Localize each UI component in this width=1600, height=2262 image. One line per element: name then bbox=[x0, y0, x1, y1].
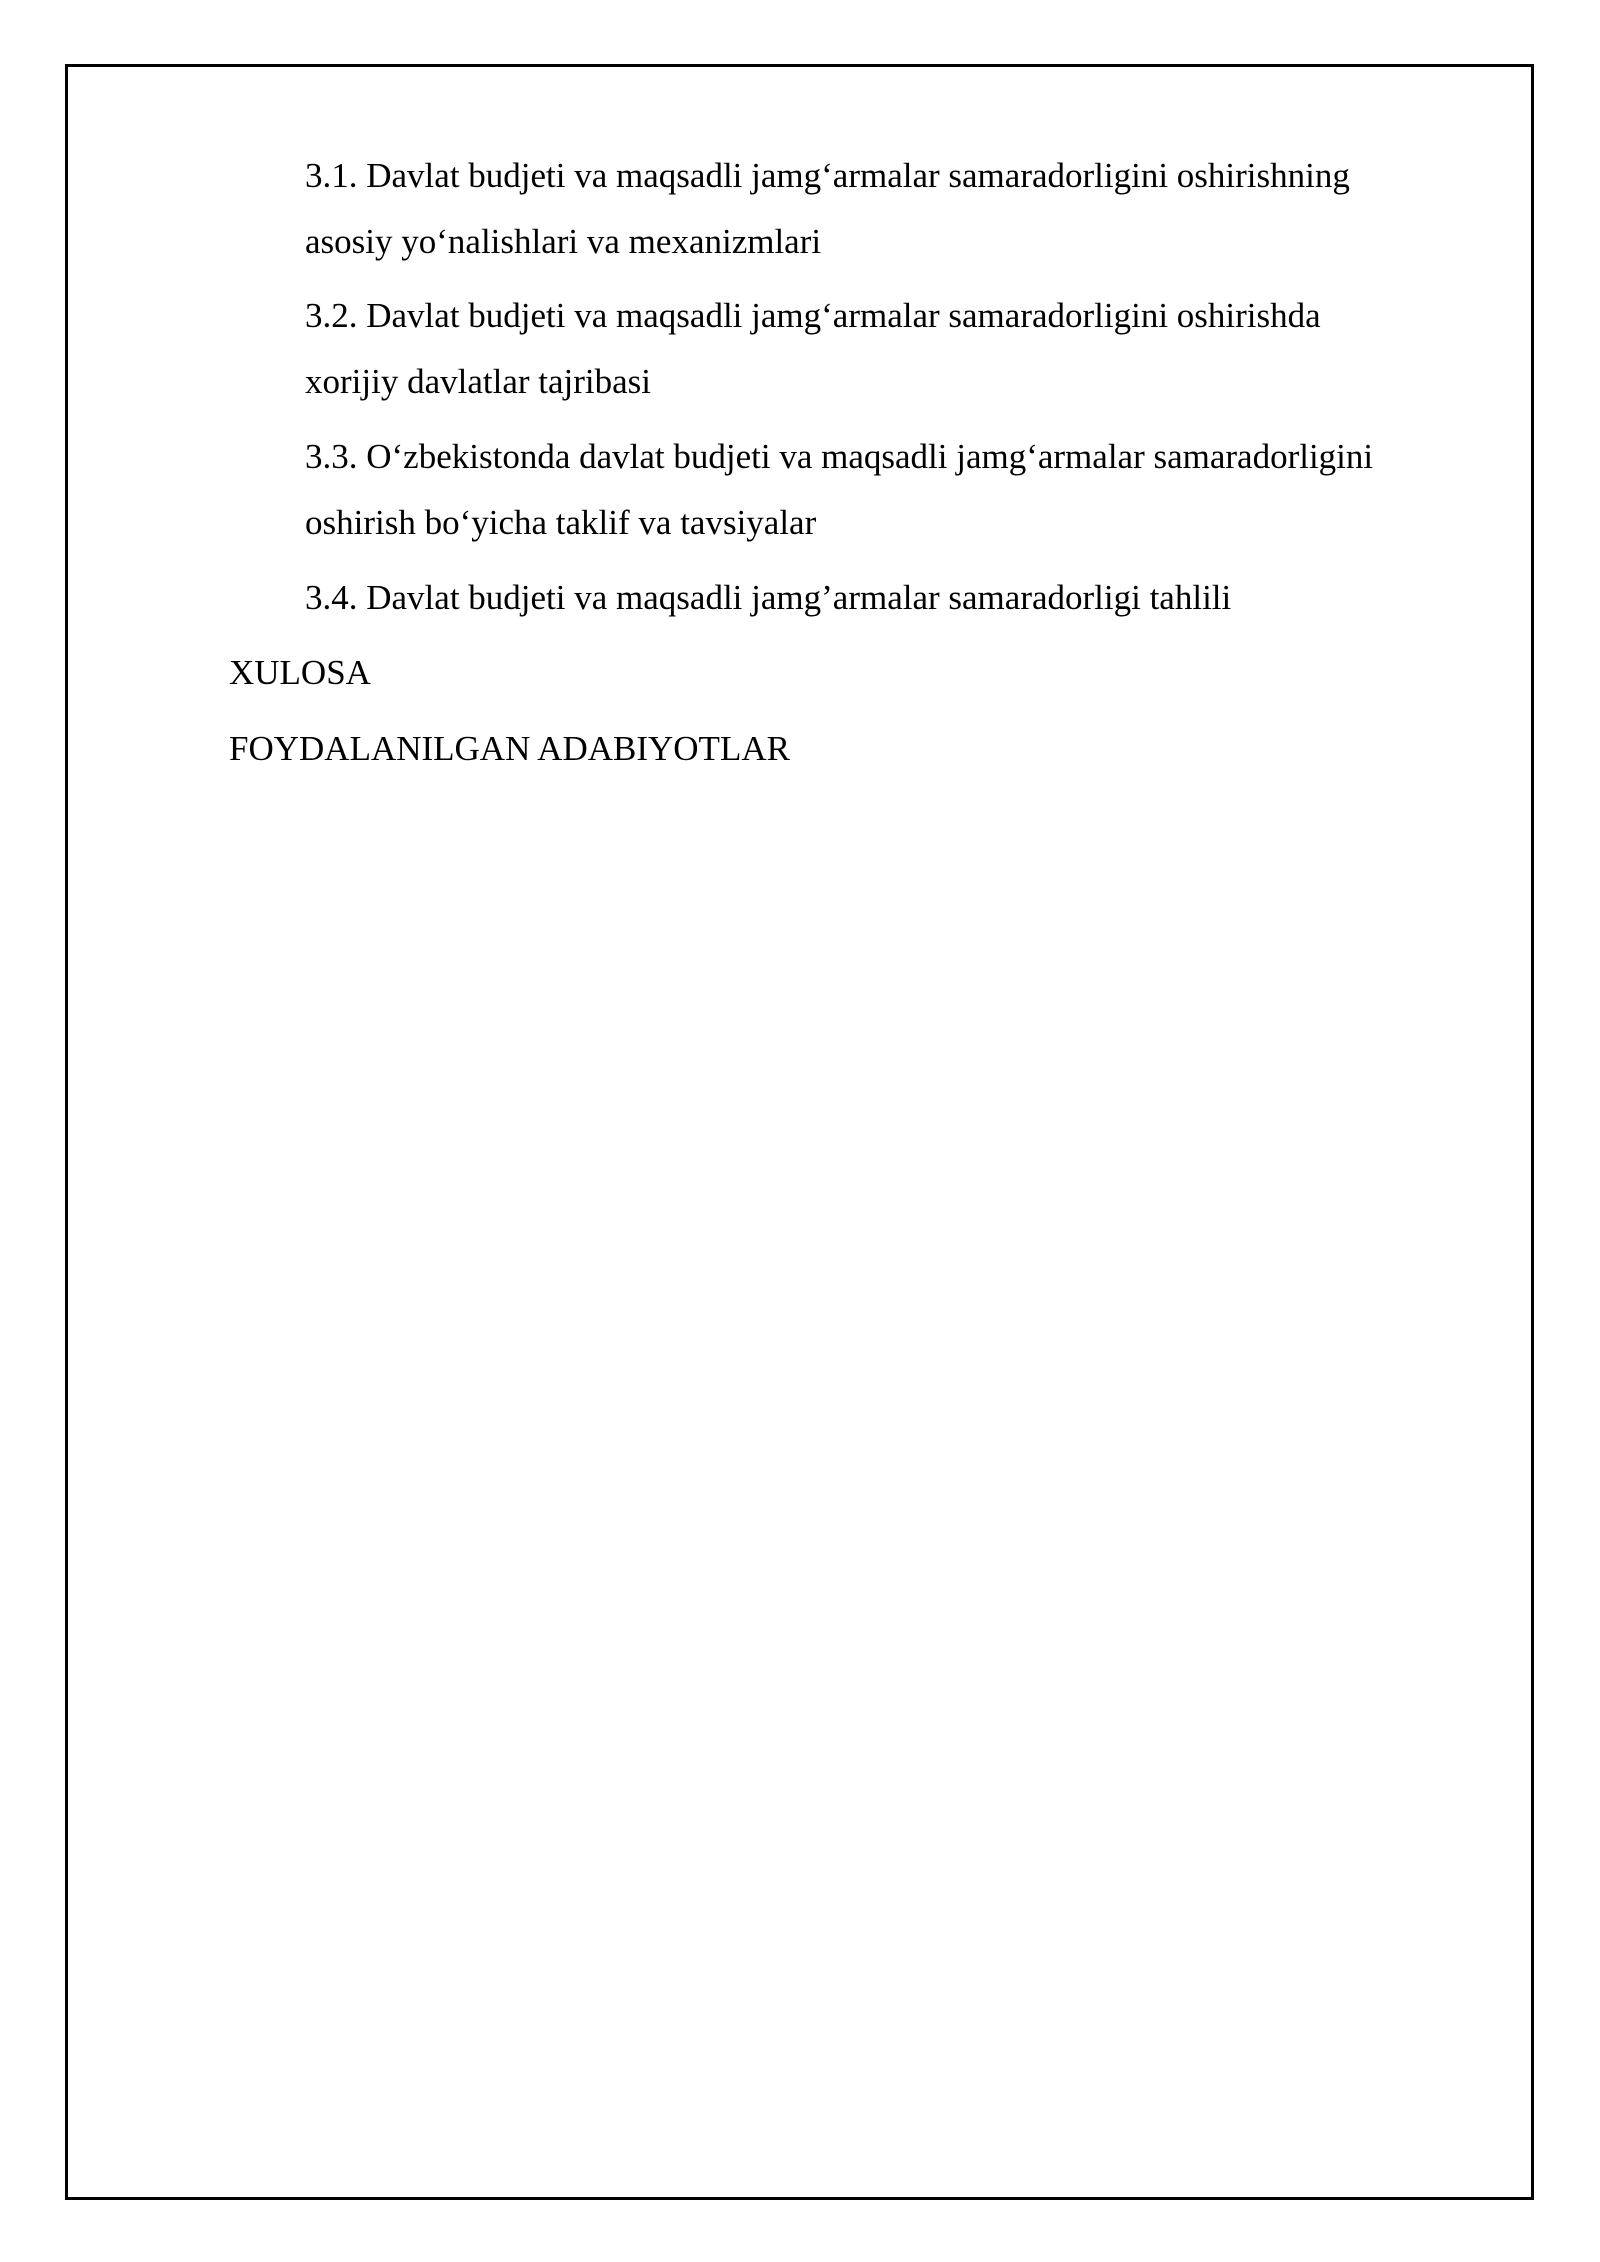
toc-entry-3-4: 3.4. Davlat budjeti va maqsadli jamg’armalar samaradorligi tahlili bbox=[305, 578, 1232, 617]
toc-entry-conclusion: XULOSA bbox=[229, 653, 371, 692]
toc-entry-3-1-line-2: asosiy yo‘nalishlari va mexanizmlari bbox=[305, 222, 822, 261]
toc-entry-3-1-line-1: 3.1. Davlat budjeti va maqsadli jamg‘armalar samaradorligini oshirishning bbox=[305, 156, 1350, 195]
toc-entry-3-3-line-1: 3.3. O‘zbekistonda davlat budjeti va maqsadli jamg‘armalar samaradorligini bbox=[305, 437, 1374, 476]
toc-entry-3-2-line-2: xorijiy davlatlar tajribasi bbox=[305, 362, 652, 401]
toc-entry-3-3-line-2: oshirish bo‘yicha taklif va tavsiyalar bbox=[305, 503, 817, 542]
toc-entry-references: FOYDALANILGAN ADABIYOTLAR bbox=[229, 729, 790, 768]
toc-entry-3-2-line-1: 3.2. Davlat budjeti va maqsadli jamg‘armalar samaradorligini oshirishda bbox=[305, 296, 1321, 335]
